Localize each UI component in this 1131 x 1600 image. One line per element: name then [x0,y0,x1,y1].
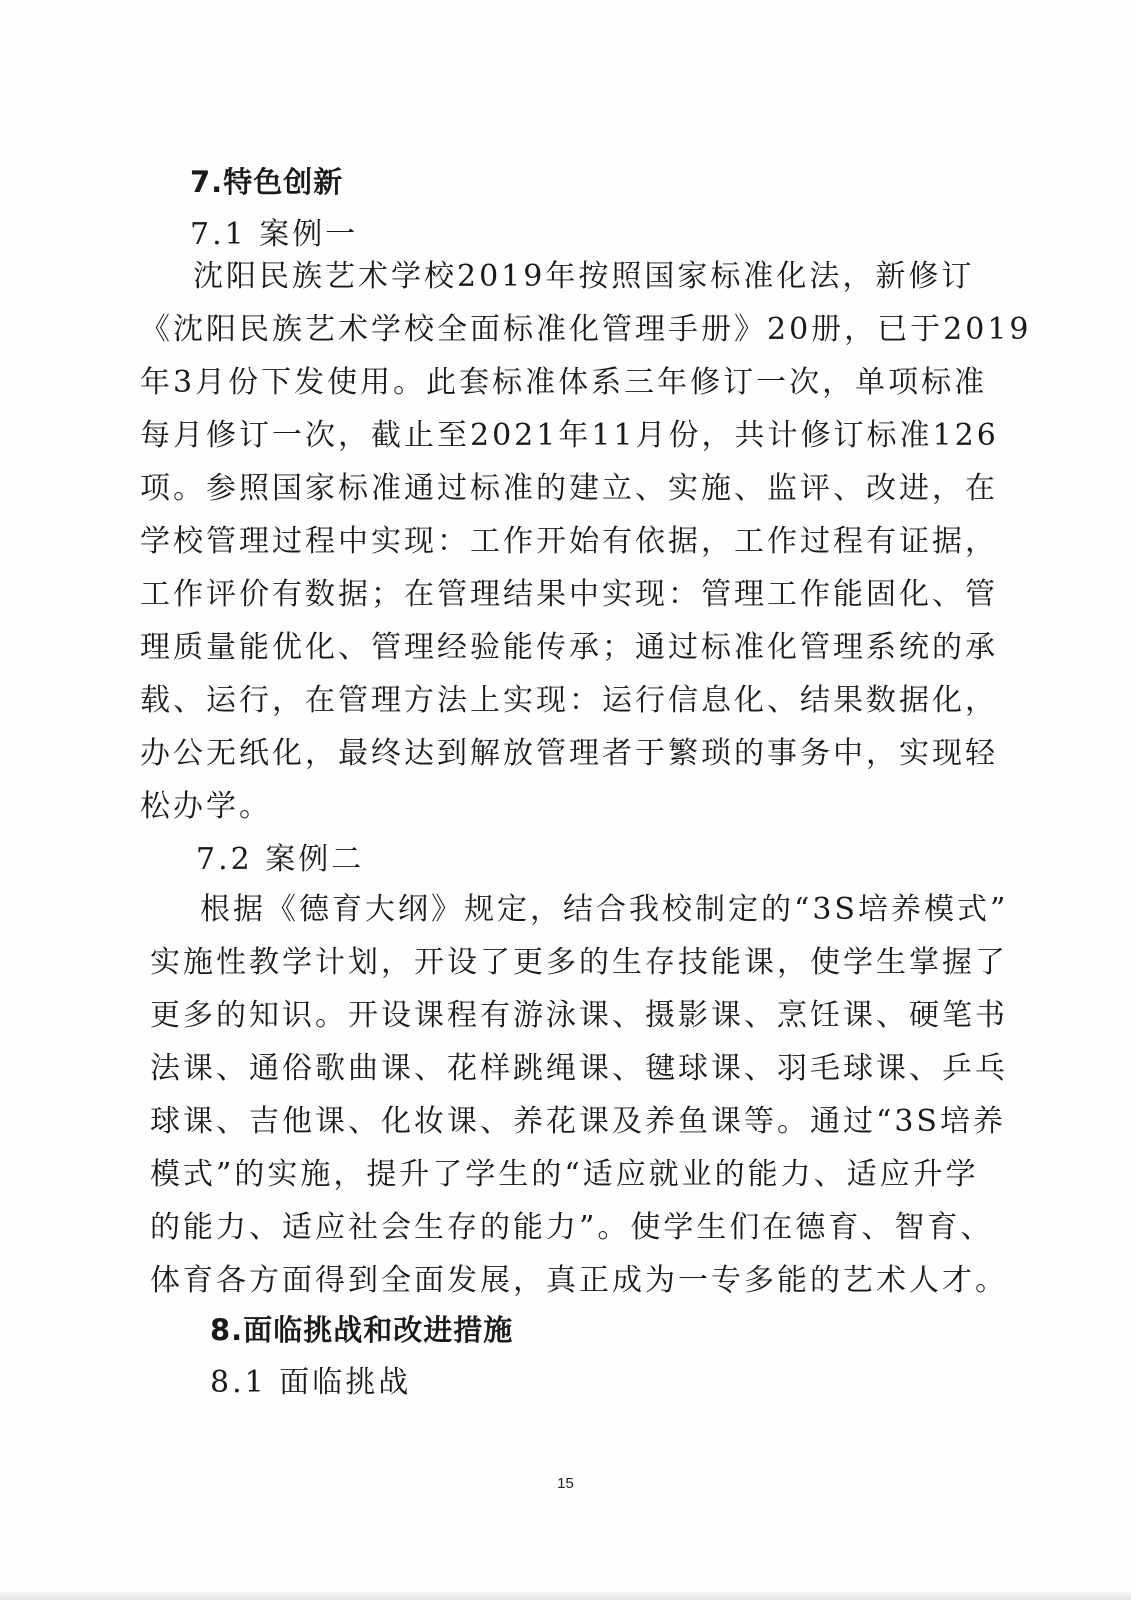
paragraph-line: 工作评价有数据；在管理结果中实现：管理工作能固化、管 [140,577,998,612]
paragraph-line: 实施性教学计划，开设了更多的生存技能课，使学生掌握了 [150,945,1008,980]
paragraph-line: 学校管理过程中实现：工作开始有依据，工作过程有证据， [140,524,998,559]
paragraph-line: 更多的知识。开设课程有游泳课、摄影课、烹饪课、硬笔书 [150,998,1008,1033]
paragraph-line: 载、运行，在管理方法上实现：运行信息化、结果数据化， [140,683,998,718]
paragraph-line: 办公无纸化，最终达到解放管理者于繁琐的事务中，实现轻 [140,736,998,771]
subsection-heading-7-2: 7.2 案例二 [196,842,365,877]
paragraph-line: 年3月份下发使用。此套标准体系三年修订一次，单项标准 [140,365,988,400]
page-number: 15 [557,1475,574,1492]
subsection-heading-7-1: 7.1 案例一 [190,217,359,252]
paragraph-line: 根据《德育大纲》规定，结合我校制定的“3S培养模式” [200,892,1009,927]
paragraph-line: 项。参照国家标准通过标准的建立、实施、监评、改进，在 [140,471,998,506]
scan-edge [0,1590,1131,1600]
paragraph-line: 球课、吉他课、化妆课、养花课及养鱼课等。通过“3S培养 [150,1104,1006,1139]
section-heading-8: 8.面临挑战和改进措施 [210,1313,514,1347]
paragraph-line: 法课、通俗歌曲课、花样跳绳课、毽球课、羽毛球课、乒乓 [150,1051,1008,1086]
paragraph-line: 模式”的实施，提升了学生的“适应就业的能力、适应升学 [150,1157,979,1192]
paragraph-line: 每月修订一次，截止至2021年11月份，共计修订标准126 [140,418,999,453]
paragraph-line: 《沈阳民族艺术学校全面标准化管理手册》20册，已于2019 [140,312,1032,347]
paragraph-line: 松办学。 [140,789,272,824]
paragraph-line: 沈阳民族艺术学校2019年按照国家标准化法，新修订 [193,259,975,294]
section-heading-7: 7.特色创新 [190,165,344,199]
paragraph-line: 理质量能优化、管理经验能传承；通过标准化管理系统的承 [140,630,998,665]
paragraph-line: 的能力、适应社会生存的能力”。使学生们在德育、智育、 [150,1210,994,1245]
paragraph-line: 体育各方面得到全面发展，真正成为一专多能的艺术人才。 [150,1263,1008,1298]
subsection-heading-8-1: 8.1 面临挑战 [210,1365,412,1400]
